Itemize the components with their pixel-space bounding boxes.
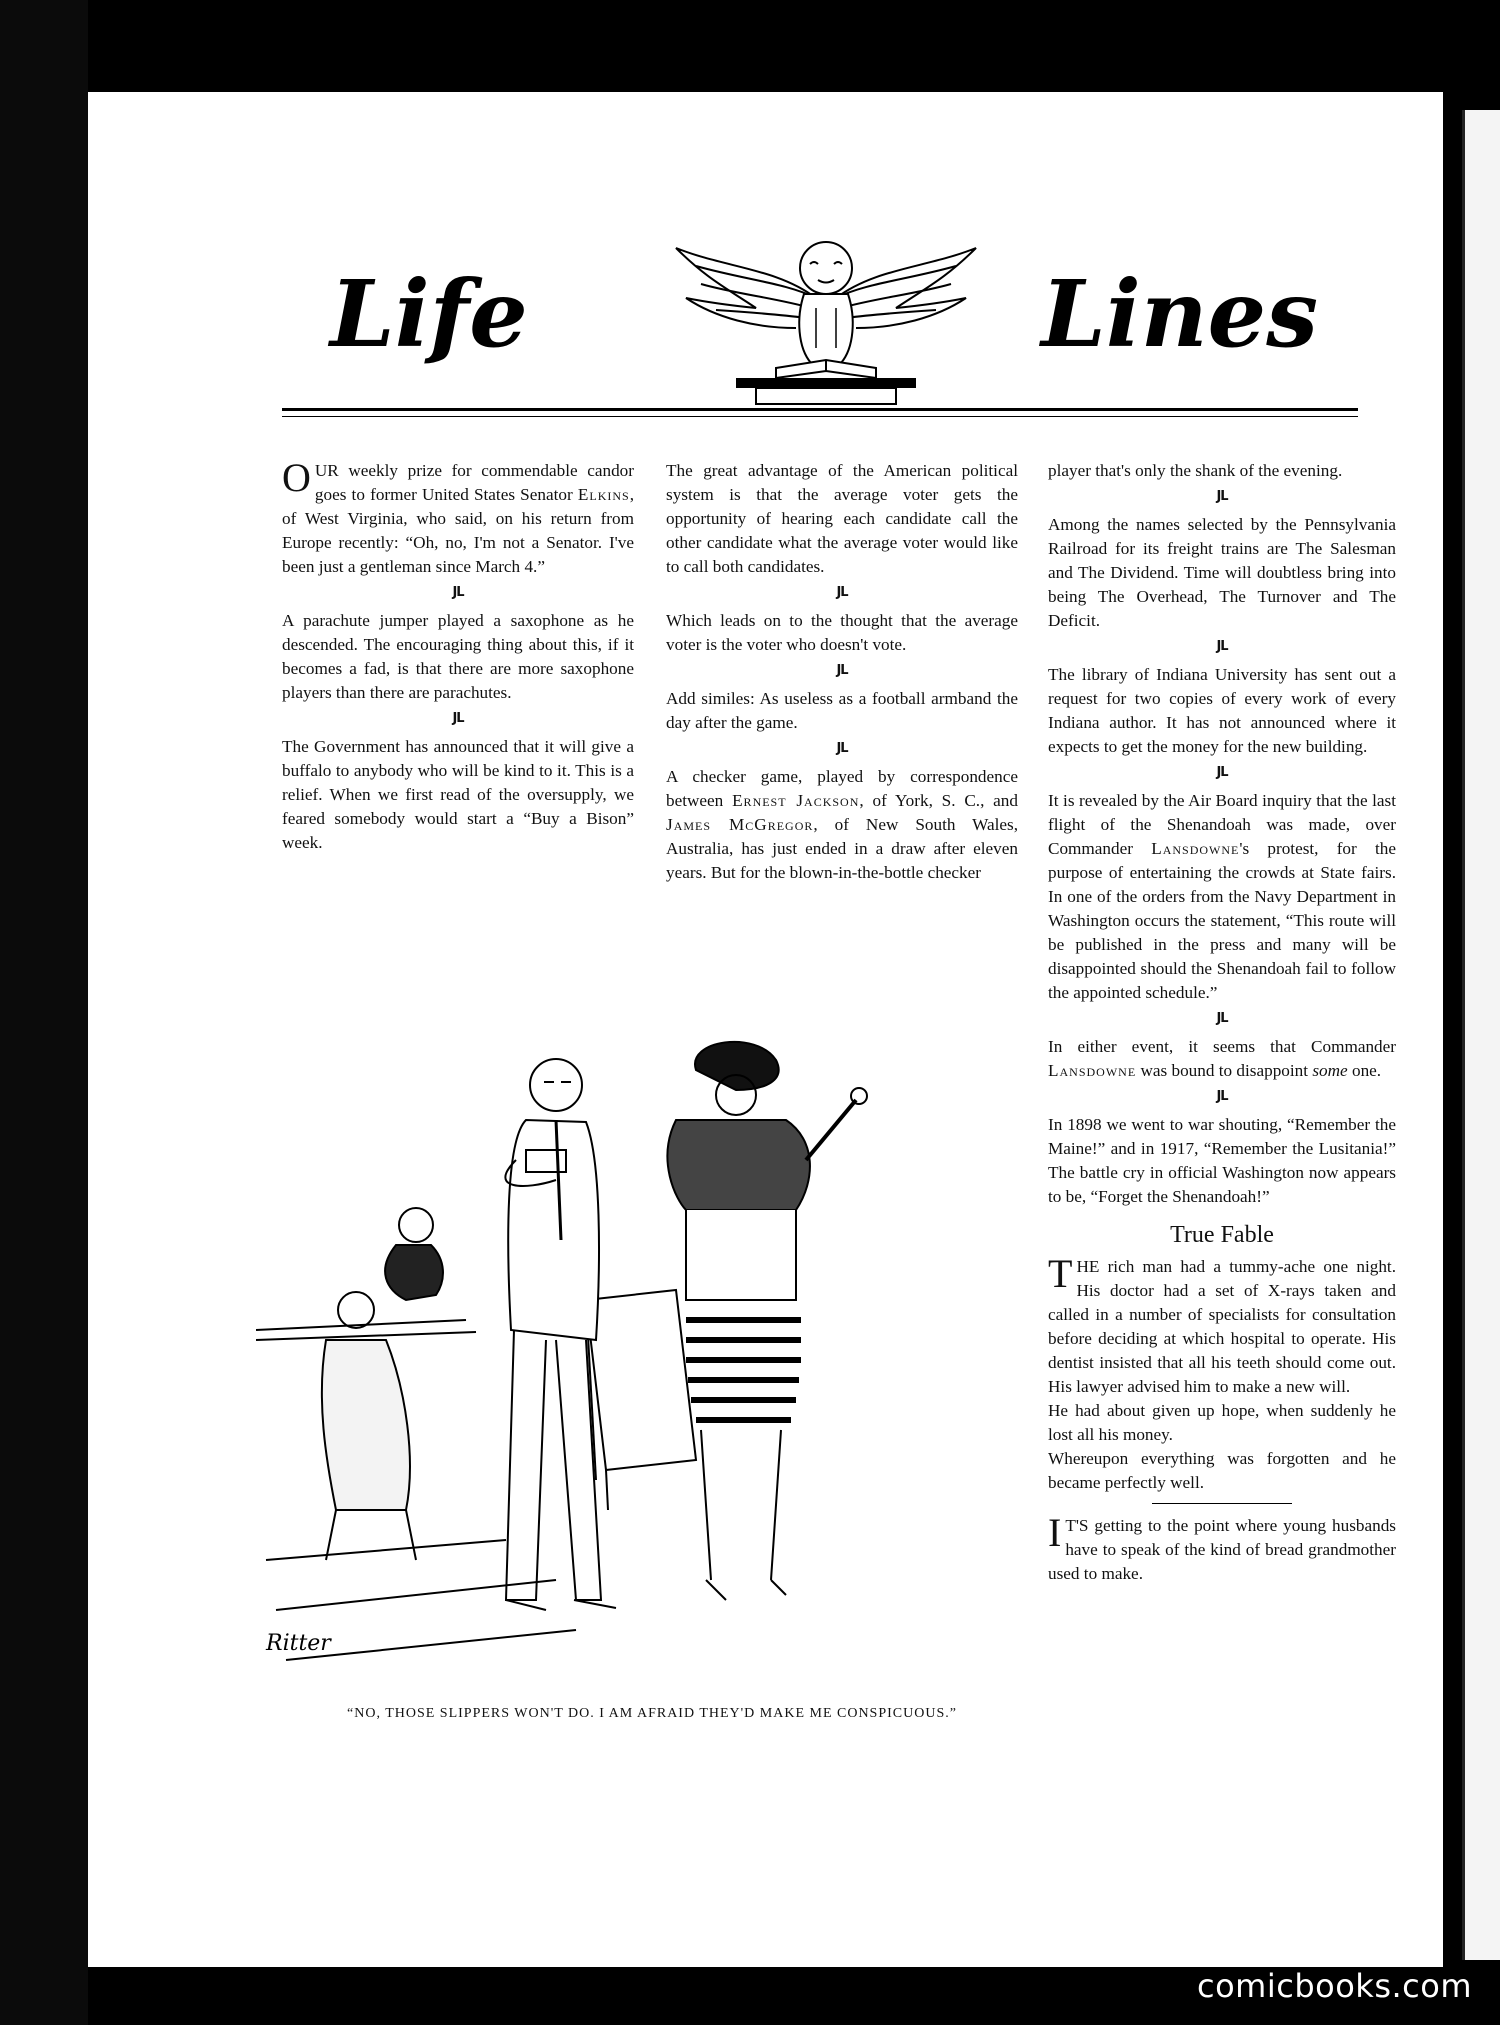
- masthead-rule-thin: [282, 416, 1358, 417]
- section-separator: JL: [836, 741, 848, 756]
- name-elkins: Elkins: [577, 485, 630, 504]
- drop-cap: I: [1048, 1510, 1062, 1555]
- paragraph-buffalo: The Government has announced that it will give a buffalo to anybody who will be kind to it. This is a relief. When we first read of the oversupply, we feared somebody would start a “Buy a Bison” week.: [282, 737, 634, 852]
- paragraph-checker-game: A checker game, played by correspondence between Ernest Jackson, of York, S. C., and James McGregor, of New South Wales, Australia, has just ended in a draw after eleven years. But for the blown-in-the-bottle checker: [666, 767, 1018, 882]
- name-ernest-jackson: Ernest Jackson: [732, 791, 860, 810]
- masthead-rule: [282, 408, 1358, 411]
- scan-border-left: [0, 0, 88, 2025]
- column-2: [666, 459, 1018, 885]
- paragraph-young-husbands: I T'S getting to the point where young husbands have to speak of the kind of bread grandmother used to make.: [1048, 1510, 1396, 1583]
- masthead: [198, 228, 1358, 458]
- name-james-mcgregor: James McGregor: [666, 815, 814, 834]
- paragraph-political-system: The great advantage of the American political system is that the average voter gets the opportunity of hearing each candidate call the other candidate what the average voter would like to call both candidates.: [666, 461, 1018, 576]
- paragraph-average-voter: Which leads on to the thought that the average voter is the voter who doesn't vote.: [666, 611, 1018, 654]
- section-separator: JL: [1216, 1011, 1228, 1026]
- column-1: [282, 455, 634, 855]
- drop-cap: O: [282, 455, 311, 500]
- paragraph-railroad: Among the names selected by the Pennsylvania Railroad for its freight trains are The Salesman and The Dividend. Time will doubtless bring into being The Overhead, The Turnover and The Deficit.: [1048, 515, 1396, 630]
- paragraph-either-event: In either event, it seems that Commander Lansdowne was bound to disappoint some one.: [1048, 1037, 1396, 1080]
- facing-page-edge: [1462, 110, 1500, 1960]
- section-separator: JL: [1216, 1089, 1228, 1104]
- section-separator: JL: [1216, 639, 1228, 654]
- paragraph-similes: Add similes: As useless as a football armband the day after the game.: [666, 689, 1018, 732]
- section-separator: JL: [452, 711, 464, 726]
- section-separator: JL: [452, 585, 464, 600]
- paragraph-shank-of-evening: player that's only the shank of the evening.: [1048, 461, 1343, 480]
- paragraph-senator-elkins: OUR weekly prize for commendable candor goes to former United States Senator Elkins, of West Virginia, who said, on his return from Europe recently: “Oh, no, I'm not a Senator. I've been just a gentleman since March 4.”: [282, 455, 634, 576]
- watermark: comicbooks.com: [1196, 1967, 1472, 2005]
- section-separator: JL: [836, 663, 848, 678]
- paragraph-parachute: A parachute jumper played a saxophone as he descended. The encouraging thing about this, if it becomes a fad, is that there are more saxophone players than there are parachutes.: [282, 611, 634, 702]
- paragraph-fable-3: Whereupon everything was forgotten and he became perfectly well.: [1048, 1449, 1396, 1492]
- masthead-word-lines: Lines: [1041, 260, 1318, 368]
- cherub-icon: [666, 228, 986, 408]
- column-3: [1048, 459, 1396, 1586]
- drop-cap: T: [1048, 1251, 1073, 1296]
- section-separator: JL: [1216, 489, 1228, 504]
- section-separator: JL: [836, 585, 848, 600]
- masthead-word-life: Life: [330, 260, 528, 368]
- name-lansdowne: Lansdowne: [1048, 1061, 1137, 1080]
- cartoon-caption: “NO, THOSE SLIPPERS WON'T DO. I AM AFRAID THEY'D MAKE ME CONSPICUOUS.”: [347, 1706, 957, 1721]
- paragraph-fable-2: He had about given up hope, when suddenly he lost all his money.: [1048, 1401, 1396, 1444]
- cartoon-illustration: [256, 1040, 1026, 1690]
- name-lansdowne: Lansdowne: [1151, 839, 1240, 858]
- paragraph-fable: THE rich man had a tummy-ache one night. His doctor had a set of X-rays taken and called in a number of specialists for consultation before deciding at which hospital to operate. His dentist insisted that all his teeth should come out. His lawyer advised him to make a new will.: [1048, 1251, 1396, 1396]
- paragraph-indiana-library: The library of Indiana University has sent out a request for two copies of every work of every Indiana author. It has not announced where it expects to get the money for the new building.: [1048, 665, 1396, 756]
- true-fable-heading: True Fable: [1170, 1222, 1274, 1248]
- section-separator: JL: [1216, 765, 1228, 780]
- paragraph-remember-the-maine: In 1898 we went to war shouting, “Remember the Maine!” and in 1917, “Remember the Lusitania!” The battle cry in official Washington now appears to be, “Forget the Shenandoah!”: [1048, 1115, 1396, 1206]
- divider: [1152, 1503, 1292, 1504]
- artist-signature: Ritter: [266, 1631, 331, 1656]
- paragraph-air-board: It is revealed by the Air Board inquiry that the last flight of the Shenandoah was made, over Commander Lansdowne's protest, for the purpose of entertaining the crowds at State fairs. In one of the orders from the Navy Department in Washington occurs the statement, “This route will be published in the press and many will be disappointed should the Shenandoah fail to follow the appointed schedule.”: [1048, 791, 1396, 1002]
